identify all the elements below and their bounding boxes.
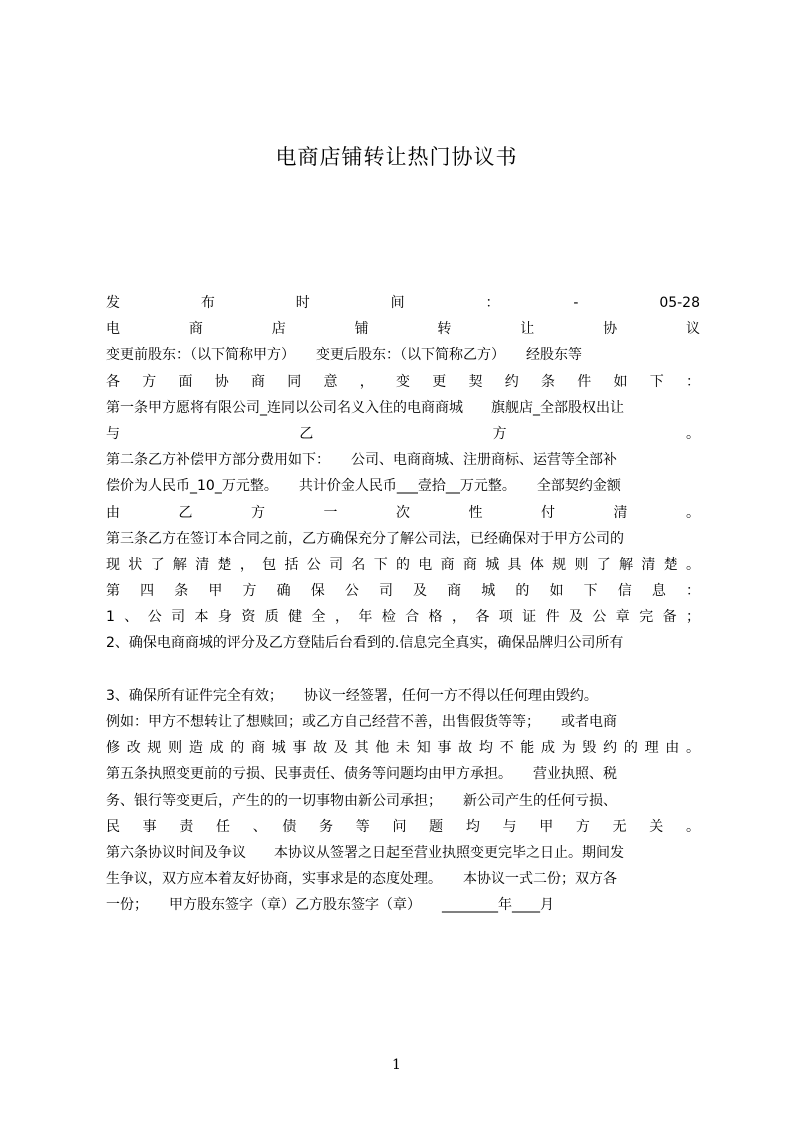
- example-line: 例如：甲方不想转让了想赎回；或乙方自己经营不善，出售假货等等； 或者电商: [106, 714, 617, 730]
- article-4-item-1-line: 1、公司本身资质健全，年检合格，各项证件及公章完备；: [106, 609, 700, 626]
- article-2-end-line: 由 乙 方 一 次 性 付 清 。: [106, 504, 700, 521]
- article-1-line: 第一条甲方愿将有限公司_连同以公司名义入住的电商商城 旗舰店_全部股权出让: [106, 399, 624, 416]
- document-body: [106, 290, 700, 919]
- article-4-line: 第四条甲方确保公司及商城的如下信息：: [106, 583, 700, 600]
- article-2-price-line: 偿价为人民币_10_万元整。 共计价金人民币___壹拾__万元整。 全部契约金额: [106, 478, 621, 495]
- article-4-item-2-line: 2、确保电商商城的评分及乙方登陆后台看到的.信息完全真实，确保品牌归公司所有: [106, 635, 624, 652]
- article-3-line: 第三条乙方在签订本合同之前，乙方确保充分了解公司法，已经确保对于甲方公司的: [106, 530, 624, 547]
- article-5-line: 第五条执照变更前的亏损、民事责任、债务等问题均由甲方承担。 营业执照、税: [106, 766, 617, 783]
- article-6-cont-line: 生争议，双方应本着友好协商，实事求是的态度处理。 本协议一式二份；双方各: [106, 871, 617, 888]
- article-5-cont-line: 务、银行等变更后，产生的的一切事物由新公司承担； 新公司产生的任何亏损、: [106, 792, 617, 809]
- signature-line: 一份； 甲方股东签字（章）乙方股东签字（章） ________年____月: [106, 897, 554, 914]
- publish-time-line: 发 布 时 间 ： - 05-28: [106, 295, 700, 311]
- article-3-end-line: 现状了解清楚，包括公司名下的电商商城具体规则了解清楚。: [106, 556, 700, 573]
- article-4-item-3-line: 3、确保所有证件完全有效； 协议一经签署，任何一方不得以任何理由毁约。: [106, 687, 598, 704]
- page-number: 1: [392, 1057, 401, 1073]
- article-1-end-line: 与 乙 方 。: [106, 425, 700, 442]
- example-end-line: 修改规则造成的商城事故及其他未知事故均不能成为毁约的理由。: [106, 740, 700, 757]
- article-2-line: 第二条乙方补偿甲方部分费用如下： 公司、电商商城、注册商标、运营等全部补: [106, 452, 617, 469]
- parties-line: 变更前股东：（以下简称甲方） 变更后股东：（以下简称乙方） 经股东等: [106, 347, 582, 364]
- consent-line: 各方面协商同意，变更契约条件如下：: [106, 373, 700, 390]
- document-title: 电商店铺转让热门协议书: [275, 145, 518, 169]
- blank-line: [106, 657, 700, 683]
- article-5-end-line: 民 事 责 任 、 债 务 等 问 题 均 与 甲 方 无 关 。: [106, 818, 700, 835]
- agreement-heading-line: 电 商 店 铺 转 让 协 议: [106, 321, 700, 338]
- article-6-line: 第六条协议时间及争议 本协议从签署之日起至营业执照变更完毕之日止。期间发: [106, 844, 624, 861]
